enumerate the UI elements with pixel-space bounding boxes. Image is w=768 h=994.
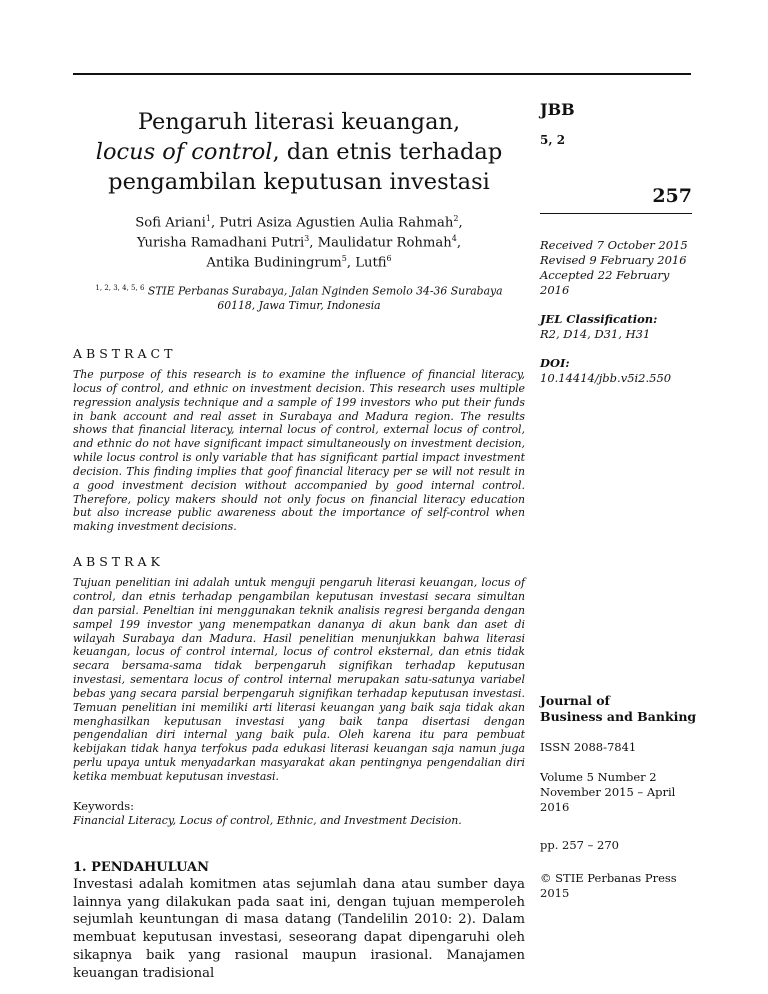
author-sep: ,	[456, 235, 462, 251]
section-heading: 1. PENDAHULUAN	[73, 859, 209, 875]
keywords-text: Financial Literacy, Locus of control, Ethnic, and Investment Decision.	[73, 813, 462, 827]
journal-name	[540, 693, 700, 726]
journal-name-line-2: Business and Banking	[540, 709, 697, 725]
volume-info: Volume 5 Number 2 November 2015 – April 2016	[540, 770, 676, 814]
author-list	[73, 213, 525, 273]
abstrak-heading: ABSTRAK	[73, 554, 164, 570]
copyright: © STIE Perbanas Press 2015	[540, 871, 677, 900]
author-name: , Lutfi	[346, 254, 387, 270]
title-line-2: , dan etnis terhadap	[272, 138, 503, 165]
author-sup: 4	[451, 233, 457, 243]
author-sup: 5	[341, 253, 347, 263]
section-body: Investasi adalah komitmen atas sejumlah dana atau sumber daya lainnya yang dilakukan pada saat ini, dengan tujuan memperoleh sejumlah keuntungan di masa datang (Tandelilin 2010: 2). Dalam membuat keputusan investasi, seseorang dapat dipengaruhi oleh sikapnya baik yang rasional maupun irasional. Manajamen keuangan tradisional	[73, 876, 525, 981]
affiliation	[73, 284, 525, 313]
author-name: Antika Budiningrum	[206, 254, 342, 270]
volume-issue: 5, 2	[540, 132, 566, 147]
affiliation-text: STIE Perbanas Surabaya, Jalan Nginden Semolo 34-36 Surabaya 60118, Jawa Timur, Indonesia	[144, 284, 503, 313]
journal-name-line-1: Journal of	[540, 693, 610, 708]
title-line-3: pengambilan keputusan investasi	[108, 168, 490, 195]
abstract-english: The purpose of this research is to examine the influence of financial literacy, locus of control, and ethnic on investment decision. This research uses multiple regression analysis technique and a sample of 199 investors who put their funds in bank account and real asset in Surabaya and Madura region. The results shows that financial literacy, internal locus of control, external locus of control, and ethnic do not have significant impact simultaneously on investment decision, while locus control is only variable that has significant partial impact investment decision. This finding implies that goof financial literacy per se will not result in a good investment decision without accompanied by good internal control. Therefore, policy makers should not only focus on financial literacy education but also increase public awareness about the importance of self-control when making investment decisions.	[73, 368, 525, 534]
author-sup: 3	[304, 233, 310, 243]
page-number: 257	[540, 184, 692, 214]
page-range: pp. 257 – 270	[540, 838, 619, 852]
author-name: , Maulidatur Rohmah	[309, 235, 452, 251]
article-dates	[540, 238, 692, 298]
jel-codes: R2, D14, D31, H31	[540, 326, 651, 341]
title-line-1: Pengaruh literasi keuangan,	[137, 109, 461, 135]
author-sup: 6	[386, 253, 392, 263]
article-title	[73, 108, 525, 198]
doi-link[interactable]: 10.14414/jbb.v5i2.550	[540, 370, 672, 385]
affiliation-sup: 1, 2, 3, 4, 5, 6	[95, 284, 145, 293]
accepted-date: Accepted 22 February 2016	[540, 267, 670, 297]
revised-date: Revised 9 February 2016	[540, 253, 687, 268]
author-sup: 1	[205, 213, 211, 223]
author-name: Yurisha Ramadhani Putri	[136, 235, 305, 251]
title-italic-term: locus of control	[95, 138, 273, 165]
received-date: Received 7 October 2015	[540, 238, 688, 253]
keywords-label: Keywords:	[73, 798, 134, 813]
author-sep: ,	[458, 215, 463, 231]
top-rule	[73, 73, 691, 75]
abstract-indonesian: Tujuan penelitian ini adalah untuk menguji pengaruh literasi keuangan, locus of control, dan etnis terhadap pengambilan keputusan investasi secara simultan dan parsial. Peneltian ini menggunakan teknik analisis regresi berganda dengan sampel 199 investor yang menempatkan dananya di akun bank dan aset di wilayah Surabaya dan Madura. Hasil penelitian menunjukkan bahwa literasi keuangan, locus of control internal, locus of control eksternal, dan etnis tidak secara bersama-sama tidak berpengaruh signifikan terhadap keputusan investasi, sementara locus of control internal merupakan satu-satunya variabel bebas yang secara parsial berpengaruh signifikan terhadap keputusan investasi. Temuan penelitian ini memiliki arti literasi keuangan yang baik saja tidak akan menghasilkan keputusan investasi yang baik tanpa disertasi dengan pengendalian diri internal yang baik pula. Oleh karena itu para pembuat kebijakan tidak hanya terfokus pada edukasi literasi keuangan saja namun juga perlu upaya untuk menyadarkan masyarakat akan pentingnya pengendalian diri ketika membuat keputusan investasi.	[73, 576, 525, 783]
author-sup: 2	[453, 213, 459, 223]
author-name: Sofi Ariani	[135, 215, 206, 231]
issn: ISSN 2088-7841	[540, 740, 637, 754]
main-column	[73, 108, 525, 983]
jel-label: JEL Classification:	[540, 311, 658, 326]
abstract-heading: ABSTRACT	[73, 346, 177, 362]
doi-label: DOI:	[540, 355, 570, 370]
author-name: , Putri Asiza Agustien Aulia Rahmah	[210, 215, 454, 231]
journal-abbreviation: JBB	[540, 100, 575, 119]
sidebar	[540, 100, 697, 900]
